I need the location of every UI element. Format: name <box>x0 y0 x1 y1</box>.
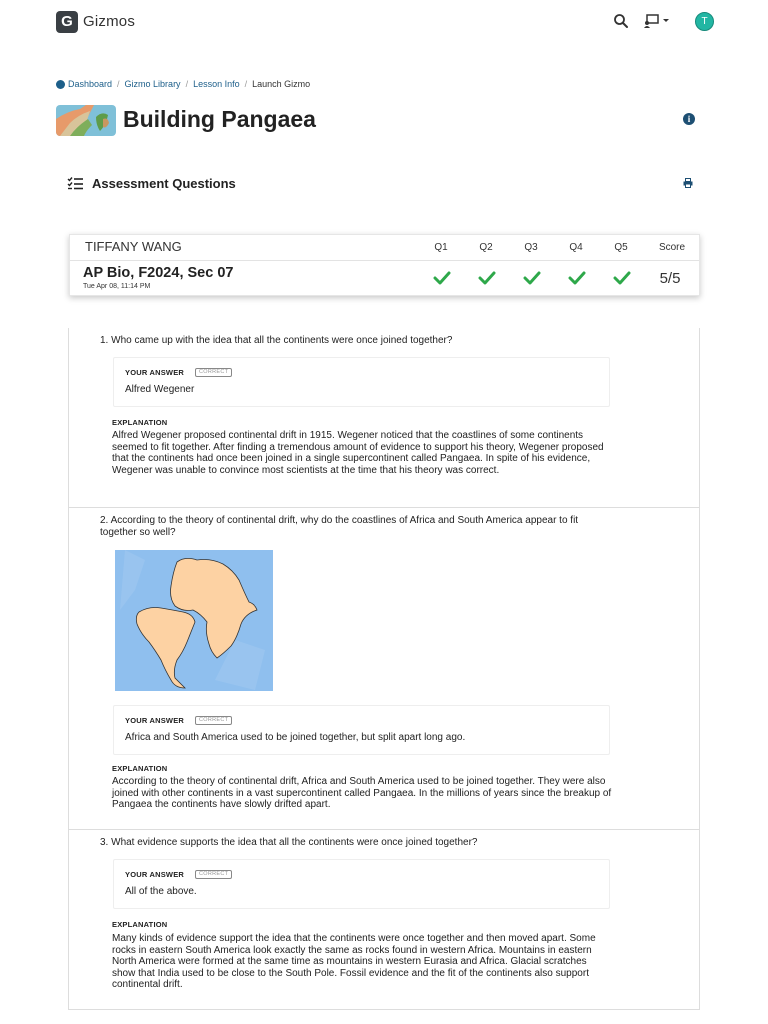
correct-badge: CORRECT <box>195 368 232 377</box>
explanation-label: EXPLANATION <box>112 764 168 773</box>
app-name[interactable]: Gizmos <box>83 13 136 30</box>
question-number: 2. <box>100 515 109 526</box>
question-prompt: What evidence supports the idea that all the continents were once joined together? <box>111 837 478 848</box>
print-icon[interactable] <box>683 178 693 188</box>
question-panel-1 <box>68 328 700 508</box>
question-number: 3. <box>100 837 109 848</box>
score-value: 5/5 <box>659 270 681 287</box>
question-text <box>100 837 610 849</box>
divider <box>70 260 699 261</box>
info-icon[interactable]: i <box>683 113 695 125</box>
breadcrumb <box>56 79 310 89</box>
column-header-q1: Q1 <box>434 242 448 253</box>
correct-badge: CORRECT <box>195 716 232 725</box>
gizmos-logo-icon[interactable]: G <box>56 11 78 33</box>
column-header-score: Score <box>658 242 686 253</box>
question-text <box>100 515 600 538</box>
user-avatar[interactable]: T <box>695 12 714 31</box>
correct-badge: CORRECT <box>195 870 232 879</box>
gizmo-thumbnail-image <box>56 105 116 136</box>
q3-correct-check-icon <box>523 271 541 285</box>
answer-box <box>113 705 610 755</box>
explanation-text: Many kinds of evidence support the idea that the continents were once together and then moved apart. Some rocks in eastern South America look exactly the same as rocks found in western Africa. Mountains in eastern North America were formed at the same time as mountains in western Eurasia and Africa. Glacial scratches show that India used to be close to the South Pole. Fossil evidence and the fit of the continents also support continental drift. <box>112 933 596 990</box>
column-header-q3: Q3 <box>524 242 538 253</box>
breadcrumb-separator: / <box>185 79 189 89</box>
top-navbar <box>0 0 768 44</box>
column-header-q2: Q2 <box>479 242 493 253</box>
q5-correct-check-icon <box>613 271 631 285</box>
breadcrumb-separator: / <box>117 79 120 89</box>
q1-correct-check-icon <box>433 271 451 285</box>
answer-text: All of the above. <box>125 886 197 897</box>
submission-date: Tue Apr 08, 11:14 PM <box>83 283 151 290</box>
answer-box <box>113 357 610 407</box>
answer-label: YOUR ANSWER <box>125 368 185 377</box>
dashboard-icon <box>56 80 65 89</box>
question-prompt: According to the theory of continental drift, why do the coastlines of Africa and South America appear to fit together so well? <box>100 515 579 538</box>
breadcrumb-gizmo-library[interactable]: Gizmo Library <box>124 79 181 89</box>
question-prompt: Who came up with the idea that all the continents were once joined together? <box>111 335 453 346</box>
answer-label: YOUR ANSWER <box>125 870 185 879</box>
column-header-q4: Q4 <box>569 242 583 253</box>
explanation-label: EXPLANATION <box>112 418 168 427</box>
explanation-text: According to the theory of continental drift, Africa and South America used to be joined together. They were also joined with other continents in a vast supercontinent called Pangaea. In the millions of years since the breakup of Pangaea the continents have slowly drifted apart. <box>112 776 612 810</box>
question-text <box>100 335 610 347</box>
breadcrumb-separator: / <box>244 79 248 89</box>
breadcrumb-lesson-info[interactable]: Lesson Info <box>193 79 240 89</box>
page-title: Building Pangaea <box>123 106 316 132</box>
classes-menu-icon[interactable] <box>643 13 671 29</box>
search-icon[interactable] <box>613 13 629 29</box>
score-summary-card <box>69 234 700 296</box>
answer-text: Africa and South America used to be joined together, but split apart long ago. <box>125 732 466 743</box>
answer-box <box>113 859 610 909</box>
section-title: Assessment Questions <box>92 176 236 191</box>
breadcrumb-dashboard[interactable]: Dashboard <box>68 79 113 89</box>
africa-south-america-map-image <box>115 550 273 691</box>
answer-text: Alfred Wegener <box>125 384 195 395</box>
q4-correct-check-icon <box>568 271 586 285</box>
question-panel-2 <box>68 508 700 830</box>
explanation-text: Alfred Wegener proposed continental drift in 1915. Wegener noticed that the coastlines of some continents seemed to fit together. After finding a tremendous amount of evidence to support his theory, Wegener proposed that the continents had once been joined in a single supercontinent called Pangaea. In spite of his evidence, Wegener was unable to convince most scientists at the time that his theory was correct. <box>112 430 604 476</box>
question-panel-3 <box>68 830 700 1010</box>
checklist-icon <box>67 176 84 190</box>
explanation-label: EXPLANATION <box>112 920 168 929</box>
column-header-q5: Q5 <box>614 242 628 253</box>
breadcrumb-current: Launch Gizmo <box>252 79 311 89</box>
student-name: TIFFANY WANG <box>85 239 182 254</box>
answer-label: YOUR ANSWER <box>125 716 185 725</box>
question-number: 1. <box>100 335 109 346</box>
class-name: AP Bio, F2024, Sec 07 <box>83 265 234 281</box>
q2-correct-check-icon <box>478 271 496 285</box>
